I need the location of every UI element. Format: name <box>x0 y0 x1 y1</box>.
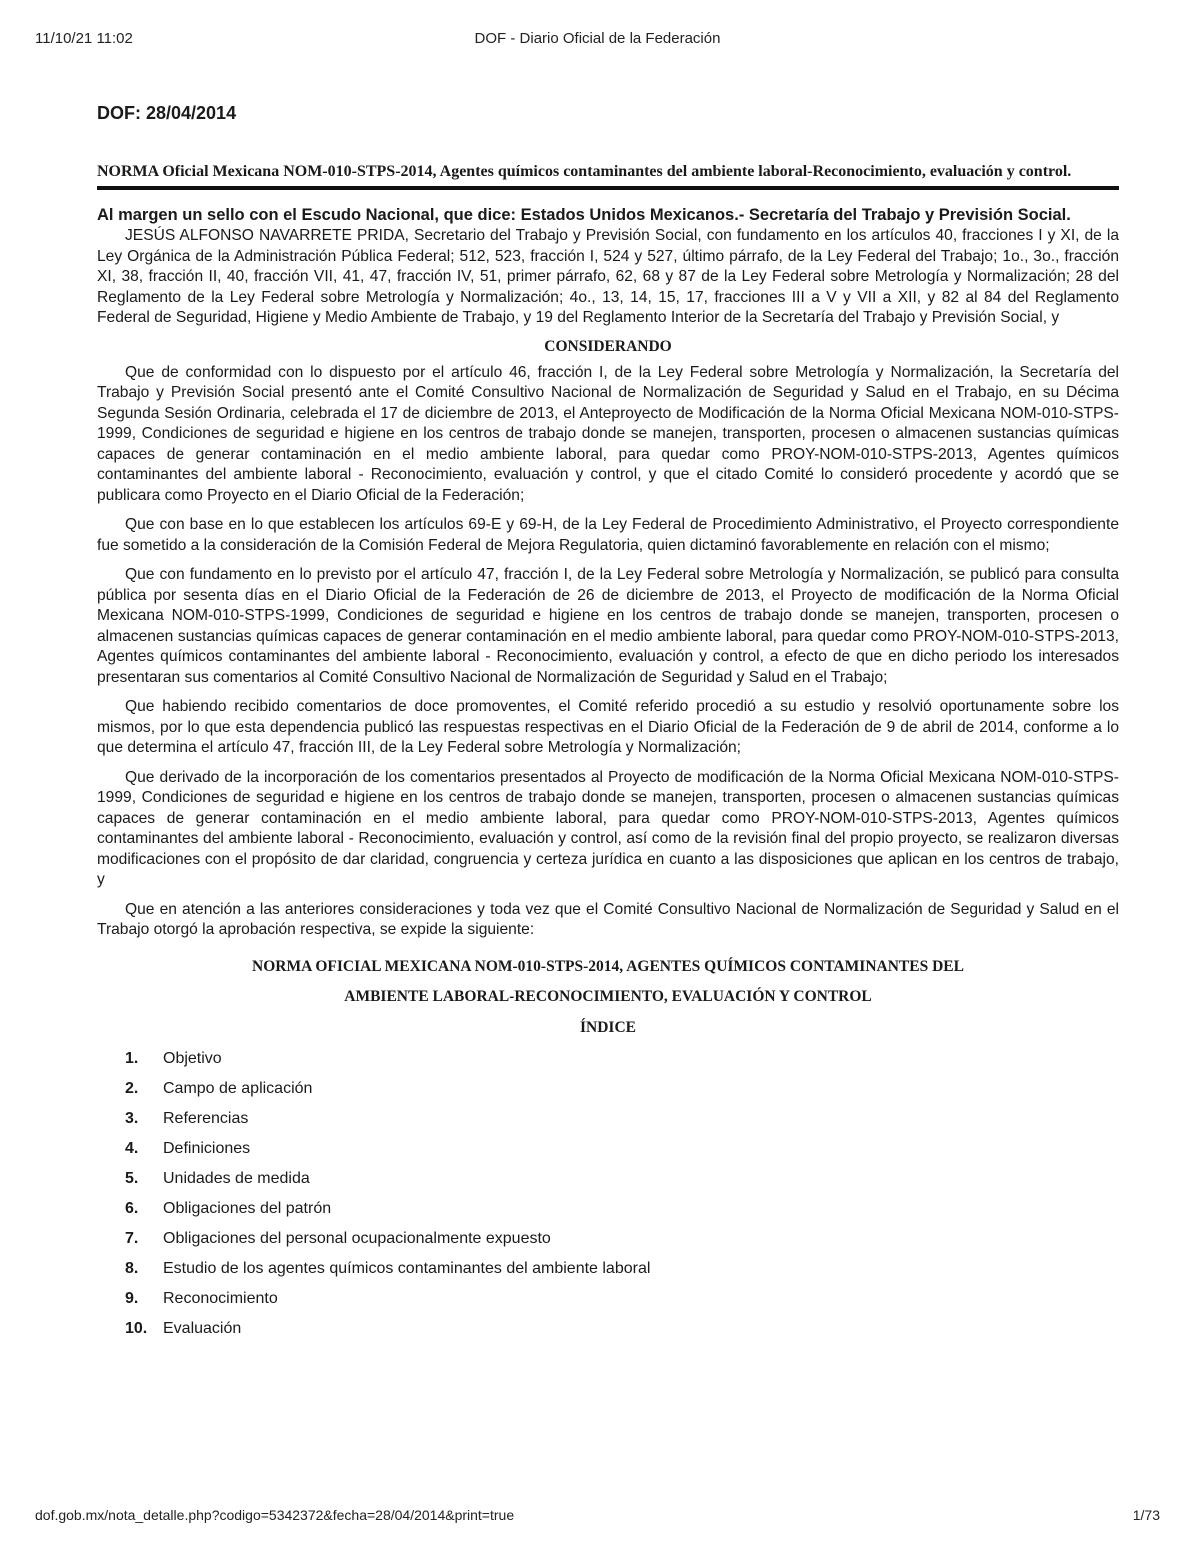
list-item-label: Obligaciones del patrón <box>163 1199 332 1217</box>
page-number: 1/73 <box>1132 1507 1160 1523</box>
list-item <box>125 1284 1119 1314</box>
indice-heading: ÍNDICE <box>580 1018 636 1036</box>
list-item-number: 10. <box>125 1319 148 1337</box>
list-item <box>125 1164 1119 1194</box>
list-item-number: 2. <box>125 1079 139 1097</box>
dof-date: DOF: 28/04/2014 <box>97 103 237 123</box>
considerando-paragraph: Que con fundamento en lo previsto por el artículo 47, fracción I, de la Ley Federal sobre Metrología y Normalización, se publicó para consulta pública por sesenta días en el Diario Oficial de la Federación de 26 de diciembre de 2013, el Proyecto de modificación de la Norma Oficial Mexicana NOM-010-STPS-1999, Condiciones de seguridad e higiene en los centros de trabajo donde se manejen, transporten, procesen o almacenen sustancias químicas capaces de generar contaminación en el medio ambiente laboral, para quedar como PROY-NOM-010-STPS-2013, Agentes químicos contaminantes del ambiente laboral - Reconocimiento, evaluación y control, a efecto de que en dicho periodo los interesados presentaran sus comentarios al Comité Consultivo Nacional de Normalización de Seguridad y Salud en el Trabajo; <box>97 566 1119 686</box>
norma-heading <box>97 952 1119 1012</box>
list-item <box>125 1194 1119 1224</box>
list-item-number: 8. <box>125 1259 139 1277</box>
list-item <box>125 1254 1119 1284</box>
list-item-label: Unidades de medida <box>163 1169 310 1187</box>
list-item <box>125 1074 1119 1104</box>
print-url: dof.gob.mx/nota_detalle.php?codigo=5342372&fecha=28/04/2014&print=true <box>35 1507 515 1523</box>
list-item <box>125 1224 1119 1254</box>
norma-heading-line-2: AMBIENTE LABORAL-RECONOCIMIENTO, EVALUACIÓN Y CONTROL <box>344 987 872 1005</box>
considerando-paragraph: Que con base en lo que establecen los artículos 69-E y 69-H, de la Ley Federal de Procedimiento Administrativo, el Proyecto correspondiente fue sometido a la consideración de la Comisión Federal de Mejora Regulatoria, quien dictaminó favorablemente en relación con el mismo; <box>97 516 1119 554</box>
considerando-paragraph: Que derivado de la incorporación de los comentarios presentados al Proyecto de modificación de la Norma Oficial Mexicana NOM-010-STPS-1999, Condiciones de seguridad e higiene en los centros de trabajo donde se manejen, transporten, procesen o almacenen sustancias químicas capaces de generar contaminación en el medio ambiente laboral, para quedar como PROY-NOM-010-STPS-2013, Agentes químicos contaminantes del ambiente laboral - Reconocimiento, evaluación y control, así como de la revisión final del propio proyecto, se realizaron diversas modificaciones con el propósito de dar claridad, congruencia y certeza jurídica en cuanto a las disposiciones que aplican en los centros de trabajo, y <box>97 768 1119 888</box>
indice-list <box>97 1044 1119 1344</box>
list-item-label: Estudio de los agentes químicos contaminantes del ambiente laboral <box>163 1259 651 1277</box>
considerando-heading: CONSIDERANDO <box>544 337 672 355</box>
list-item-number: 7. <box>125 1229 139 1247</box>
considerando-paragraph: Que de conformidad con lo dispuesto por el artículo 46, fracción I, de la Ley Federal sobre Metrología y Normalización, la Secretaría del Trabajo y Previsión Social presentó ante el Comité Consultivo Nacional de Normalización de Seguridad y Salud en el Trabajo, en su Décima Segunda Sesión Ordinaria, celebrada el 17 de diciembre de 2013, el Anteproyecto de Modificación de la Norma Oficial Mexicana NOM-010-STPS-1999, Condiciones de seguridad e higiene en los centros de trabajo donde se manejen, transporten, procesen o almacenen sustancias químicas capaces de generar contaminación en el medio ambiente laboral, para quedar como PROY-NOM-010-STPS-2013, Agentes químicos contaminantes del ambiente laboral - Reconocimiento, evaluación y control, y que el citado Comité lo consideró procedente y acordó que se publicara como Proyecto en el Diario Oficial de la Federación; <box>97 363 1119 504</box>
norma-title: NORMA Oficial Mexicana NOM-010-STPS-2014, Agentes químicos contaminantes del ambiente laboral-Reconocimiento, evaluación y control. <box>97 163 1072 180</box>
list-item <box>125 1314 1119 1344</box>
list-item-number: 5. <box>125 1169 139 1187</box>
list-item-label: Obligaciones del personal ocupacionalmente expuesto <box>163 1229 551 1247</box>
list-item <box>125 1134 1119 1164</box>
title-divider <box>97 186 1119 190</box>
print-timestamp: 11/10/21 11:02 <box>35 30 133 47</box>
margin-note: Al margen un sello con el Escudo Nacional, que dice: Estados Unidos Mexicanos.- Secretaría del Trabajo y Previsión Social. <box>97 206 1071 224</box>
list-item-label: Campo de aplicación <box>163 1079 313 1097</box>
document-content <box>97 95 1119 1344</box>
considerando-paragraph: Que habiendo recibido comentarios de doce promoventes, el Comité referido procedió a su estudio y resolvió oportunamente sobre los mismos, por lo que esta dependencia publicó las respuestas respectivas en el Diario Oficial de la Federación de 9 de abril de 2014, conforme a lo que determina el artículo 47, fracción III, de la Ley Federal sobre Metrología y Normalización; <box>97 698 1119 756</box>
list-item <box>125 1044 1119 1074</box>
list-item-label: Reconocimiento <box>163 1289 278 1307</box>
list-item-number: 1. <box>125 1049 139 1067</box>
list-item-number: 4. <box>125 1139 139 1157</box>
list-item-number: 9. <box>125 1289 139 1307</box>
print-header <box>35 30 1160 50</box>
list-item-number: 6. <box>125 1199 139 1217</box>
list-item <box>125 1104 1119 1134</box>
print-footer <box>35 1507 1160 1527</box>
list-item-label: Definiciones <box>163 1139 251 1157</box>
list-item-label: Objetivo <box>163 1049 222 1067</box>
list-item-label: Evaluación <box>163 1319 242 1337</box>
print-page-title: DOF - Diario Oficial de la Federación <box>474 30 721 47</box>
considerando-paragraph: Que en atención a las anteriores consideraciones y toda vez que el Comité Consultivo Nacional de Normalización de Seguridad y Salud en el Trabajo otorgó la aprobación respectiva, se expide la siguiente: <box>97 900 1119 938</box>
intro-paragraph: JESÚS ALFONSO NAVARRETE PRIDA, Secretario del Trabajo y Previsión Social, con fundamento en los artículos 40, fracciones I y XI, de la Ley Orgánica de la Administración Pública Federal; 512, 523, fracción I, 524 y 527, último párrafo, de la Ley Federal del Trabajo; 1o., 3o., fracción XI, 38, fracción II, 40, fracción VII, 41, 47, fracción IV, 51, primer párrafo, 62, 68 y 87 de la Ley Federal sobre Metrología y Normalización; 28 del Reglamento de la Ley Federal sobre Metrología y Normalización; 4o., 13, 14, 15, 17, fracciones III a V y VII a XII, y 82 al 84 del Reglamento Federal de Seguridad, Higiene y Medio Ambiente de Trabajo, y 19 del Reglamento Interior de la Secretaría del Trabajo y Previsión Social, y <box>97 227 1119 326</box>
norma-heading-line-1: NORMA OFICIAL MEXICANA NOM-010-STPS-2014, AGENTES QUÍMICOS CONTAMINANTES DEL <box>252 957 964 975</box>
list-item-number: 3. <box>125 1109 139 1127</box>
list-item-label: Referencias <box>163 1109 249 1127</box>
